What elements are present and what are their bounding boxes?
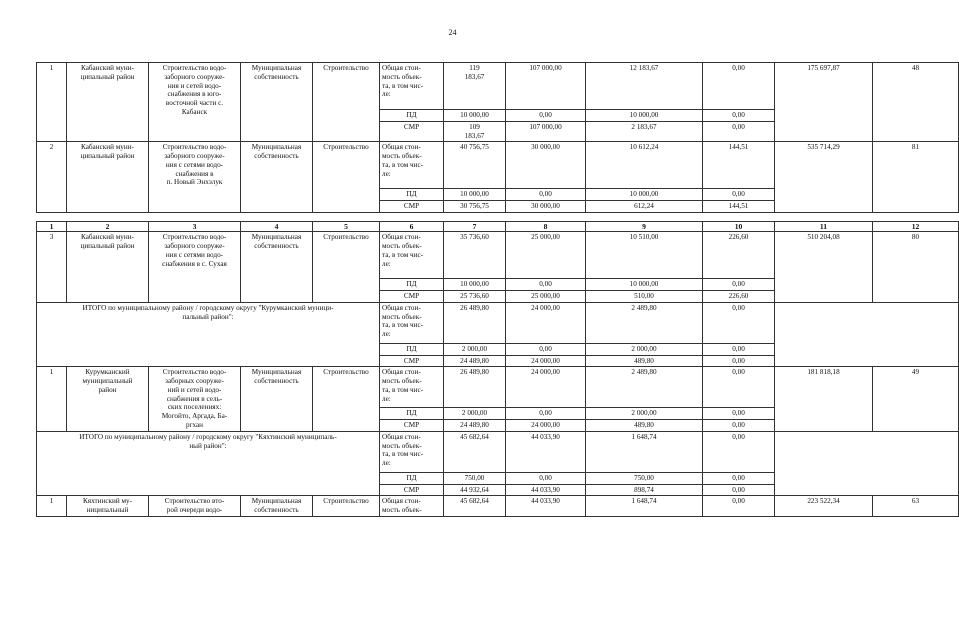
value-cell: 181 818,18	[775, 367, 873, 432]
district-cell: Кабанский муни- ципальный район	[67, 142, 149, 213]
value-cell: 144,51	[703, 201, 775, 213]
value-cell: 24 000,00	[506, 367, 586, 408]
object-name-cell: Строительство водо- заборных сооруже- ний и сетей водо- снабжения в сель- ских поселениях: Могойто, Аргада, Ба- ргхан	[149, 367, 241, 432]
work-type-cell: Строительство	[313, 496, 380, 517]
value-cell: 0,00	[703, 420, 775, 432]
value-cell: 24 489,80	[444, 420, 506, 432]
value-cell: 24 000,00	[506, 302, 586, 343]
total-cost-label: Общая стои- мость объек-	[380, 496, 444, 517]
row-number: 3	[37, 232, 67, 303]
object-name-cell: Строительство водо- заборного сооруже- ния и сетей водо- снабжения в юго- восточной части с. Кабанск	[149, 63, 241, 142]
row-number: 1	[37, 496, 67, 517]
smr-label: СМР	[380, 355, 444, 367]
value-cell: 44 932,64	[444, 484, 506, 496]
pd-label: ПД	[380, 408, 444, 420]
value-cell: 0,00	[703, 63, 775, 110]
page-number: 24	[448, 28, 457, 37]
value-cell: 30 000,00	[506, 201, 586, 213]
value-cell: 510,00	[586, 290, 703, 302]
value-cell: 0,00	[506, 472, 586, 484]
value-cell: 2 000,00	[586, 343, 703, 355]
value-cell: 10 000,00	[444, 189, 506, 201]
value-cell: 107 000,00	[506, 121, 586, 142]
value-cell: 898,74	[586, 484, 703, 496]
smr-label: СМР	[380, 420, 444, 432]
value-cell: 0,00	[506, 408, 586, 420]
value-cell: 0,00	[703, 355, 775, 367]
value-cell: 0,00	[506, 110, 586, 122]
district-cell: Кабанский муни- ципальный район	[67, 232, 149, 303]
value-cell: 1 648,74	[586, 496, 703, 517]
column-number: 4	[241, 221, 313, 231]
total-cost-label: Общая стои- мость объек- та, в том чис- ле:	[380, 63, 444, 110]
value-cell: 107 000,00	[506, 63, 586, 110]
object-name-cell: Строительство вто- рой очереди водо-	[149, 496, 241, 517]
table-row	[37, 496, 959, 517]
value-cell: 10 000,00	[586, 279, 703, 291]
value-cell: 44 033,90	[506, 431, 586, 472]
value-cell: 10 000,00	[586, 189, 703, 201]
value-cell: 30 756,75	[444, 201, 506, 213]
district-cell: Курумканский муниципальный район	[67, 367, 149, 432]
value-cell: 0,00	[506, 189, 586, 201]
value-cell: 48	[873, 63, 959, 142]
value-cell: 63	[873, 496, 959, 517]
value-cell: 119 183,67	[444, 63, 506, 110]
value-cell: 10 000,00	[586, 110, 703, 122]
value-cell: 45 682,64	[444, 431, 506, 472]
column-number: 7	[444, 221, 506, 231]
total-cost-label: Общая стои- мость объек- та, в том чис- ле:	[380, 232, 444, 279]
value-cell: 226,60	[703, 232, 775, 279]
column-number: 6	[380, 221, 444, 231]
value-cell: 175 697,87	[775, 63, 873, 142]
column-number-header	[37, 221, 959, 231]
column-number: 10	[703, 221, 775, 231]
pd-label: ПД	[380, 472, 444, 484]
value-cell: 30 000,00	[506, 142, 586, 189]
value-cell: 0,00	[703, 472, 775, 484]
object-name-cell: Строительство водо- заборного сооруже- ния с сетями водо- снабжения в п. Новый Энхэлук	[149, 142, 241, 213]
value-cell: 35 736,60	[444, 232, 506, 279]
value-cell: 10 612,24	[586, 142, 703, 189]
table-gap	[37, 212, 959, 221]
value-cell: 2 000,00	[444, 343, 506, 355]
value-cell: 0,00	[703, 408, 775, 420]
value-cell: 25 000,00	[506, 232, 586, 279]
ownership-cell: Муниципальная собственность	[241, 367, 313, 432]
value-cell: 25 000,00	[506, 290, 586, 302]
smr-label: СМР	[380, 121, 444, 142]
value-cell: 45 682,64	[444, 496, 506, 517]
value-cell: 750,00	[444, 472, 506, 484]
value-cell: 10 000,00	[444, 110, 506, 122]
value-cell: 0,00	[703, 189, 775, 201]
column-number: 3	[149, 221, 241, 231]
value-cell: 2 489,80	[586, 367, 703, 408]
smr-label: СМР	[380, 290, 444, 302]
total-cost-label: Общая стои- мость объек- та, в том чис- ле:	[380, 431, 444, 472]
value-cell: 0,00	[703, 343, 775, 355]
value-cell: 2 000,00	[586, 408, 703, 420]
column-number: 5	[313, 221, 380, 231]
value-cell: 0,00	[506, 279, 586, 291]
value-cell: 226,60	[703, 290, 775, 302]
ownership-cell: Муниципальная собственность	[241, 232, 313, 303]
value-cell: 12 183,67	[586, 63, 703, 110]
smr-label: СМР	[380, 484, 444, 496]
table-row	[37, 142, 959, 189]
pd-label: ПД	[380, 343, 444, 355]
ownership-cell: Муниципальная собственность	[241, 496, 313, 517]
smr-label: СМР	[380, 201, 444, 213]
work-type-cell: Строительство	[313, 232, 380, 303]
value-cell: 44 033,90	[506, 496, 586, 517]
column-number: 8	[506, 221, 586, 231]
empty-cell	[775, 302, 959, 367]
value-cell: 0,00	[703, 121, 775, 142]
pd-label: ПД	[380, 110, 444, 122]
value-cell: 0,00	[703, 110, 775, 122]
value-cell: 10 510,00	[586, 232, 703, 279]
column-number: 9	[586, 221, 703, 231]
row-number: 2	[37, 142, 67, 213]
value-cell: 489,80	[586, 420, 703, 432]
total-cost-label: Общая стои- мость объек- та, в том чис- ле:	[380, 367, 444, 408]
column-number: 11	[775, 221, 873, 231]
value-cell: 0,00	[703, 367, 775, 408]
district-cell: Кабанский муни- ципальный район	[67, 63, 149, 142]
value-cell: 25 736,60	[444, 290, 506, 302]
table-row	[37, 431, 959, 472]
value-cell: 223 522,34	[775, 496, 873, 517]
table-row	[37, 367, 959, 408]
investment-objects-table	[36, 62, 959, 517]
object-name-cell: Строительство водо- заборного сооруже- ния с сетями водо- снабжения в с. Сухая	[149, 232, 241, 303]
value-cell: 44 033,90	[506, 484, 586, 496]
value-cell: 0,00	[506, 343, 586, 355]
column-number: 2	[67, 221, 149, 231]
value-cell: 1 648,74	[586, 431, 703, 472]
subtotal-label: ИТОГО по муниципальному району / городскому округу "Кяхтинский муниципаль- ный район":	[37, 431, 380, 496]
value-cell: 2 183,67	[586, 121, 703, 142]
value-cell: 26 489,80	[444, 367, 506, 408]
value-cell: 109 183,67	[444, 121, 506, 142]
value-cell: 10 000,00	[444, 279, 506, 291]
value-cell: 0,00	[703, 279, 775, 291]
value-cell: 81	[873, 142, 959, 213]
value-cell: 49	[873, 367, 959, 432]
value-cell: 26 489,80	[444, 302, 506, 343]
value-cell: 535 714,29	[775, 142, 873, 213]
empty-cell	[775, 431, 959, 496]
subtotal-label: ИТОГО по муниципальному району / городскому округу "Курумканский муници- пальный район":	[37, 302, 380, 367]
row-number: 1	[37, 63, 67, 142]
value-cell: 2 489,80	[586, 302, 703, 343]
value-cell: 0,00	[703, 484, 775, 496]
value-cell: 510 204,08	[775, 232, 873, 303]
value-cell: 2 000,00	[444, 408, 506, 420]
table-row	[37, 63, 959, 110]
value-cell: 612,24	[586, 201, 703, 213]
value-cell: 24 000,00	[506, 355, 586, 367]
ownership-cell: Муниципальная собственность	[241, 142, 313, 213]
value-cell: 0,00	[703, 431, 775, 472]
value-cell: 750,00	[586, 472, 703, 484]
work-type-cell: Строительство	[313, 63, 380, 142]
table-row	[37, 302, 959, 343]
table-row	[37, 232, 959, 279]
work-type-cell: Строительство	[313, 142, 380, 213]
total-cost-label: Общая стои- мость объек- та, в том чис- ле:	[380, 302, 444, 343]
row-number: 1	[37, 367, 67, 432]
pd-label: ПД	[380, 189, 444, 201]
value-cell: 40 756,75	[444, 142, 506, 189]
value-cell: 144,51	[703, 142, 775, 189]
value-cell: 0,00	[703, 302, 775, 343]
value-cell: 489,80	[586, 355, 703, 367]
work-type-cell: Строительство	[313, 367, 380, 432]
pd-label: ПД	[380, 279, 444, 291]
ownership-cell: Муниципальная собственность	[241, 63, 313, 142]
value-cell: 0,00	[703, 496, 775, 517]
district-cell: Кяхтинский му- ниципальный	[67, 496, 149, 517]
value-cell: 80	[873, 232, 959, 303]
column-number: 12	[873, 221, 959, 231]
column-number: 1	[37, 221, 67, 231]
value-cell: 24 000,00	[506, 420, 586, 432]
total-cost-label: Общая стои- мость объек- та, в том чис- ле:	[380, 142, 444, 189]
value-cell: 24 489,80	[444, 355, 506, 367]
